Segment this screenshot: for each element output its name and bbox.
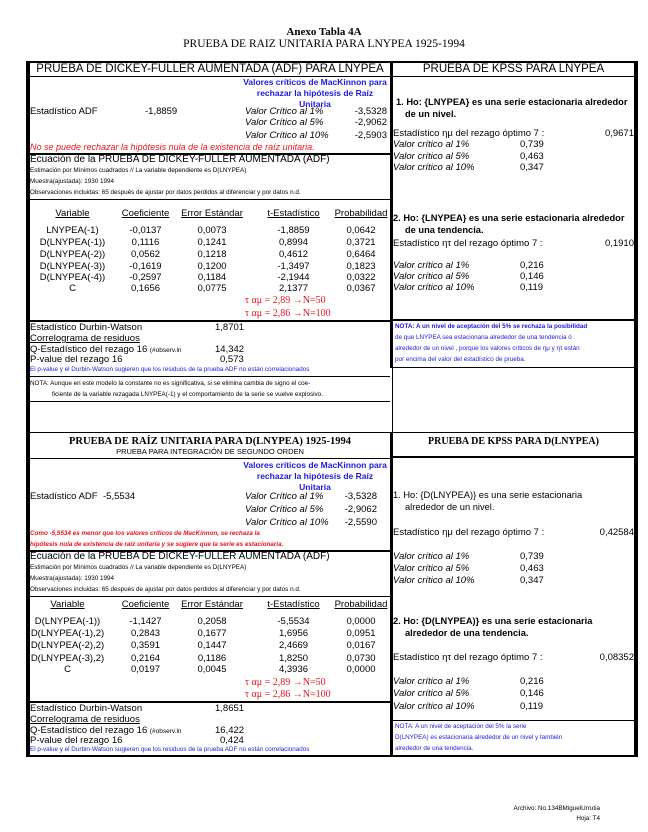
cell: 0,1656 [130,283,161,294]
kpss1-h2-stat-label: Estadístico ητ del rezago óptimo 7 : [393,238,543,249]
kpss2-h1-line-2: alrededor de un nivel. [405,502,495,512]
cell: -0,2597 [129,272,162,283]
cell: 0,0322 [346,272,376,283]
adf1-col-t: t-Estadístico [267,208,320,219]
cell: 0,2843 [130,628,161,639]
kpss2-h1-stat-label: Estadístico ημ del rezago óptimo 7 : [393,527,545,538]
kpss2-h1-crit-1-label: Valor crítico al 1% [393,551,470,562]
divider [30,432,634,433]
adf2-correlogram: Correlograma de residuos [30,714,140,725]
kpss1-h2-stat-value: 0,1910 [604,238,634,249]
kpss1-header: PRUEBA DE KPSS PARA LNYPEA [422,63,605,75]
adf2-dw-value: 1,8651 [215,703,245,714]
adf1-crit-2-label: Valor Crítico al 5% [245,117,324,128]
cell: 4,3936 [278,664,309,675]
kpss1-h2-line-1: 2. Ho: {LNYPEA} es una serie estacionaria alrededor [393,213,625,223]
cell: 0,1184 [197,272,227,283]
adf1-header: PRUEBA DE DICKEY-FULLER AUMENTADA (ADF) PARA LNYPEA [36,63,384,75]
kpss2-h2-crit-2-value: 0,146 [520,688,544,699]
divider [393,319,634,321]
adf1-residual-note: El p-value y el Durbin-Watson sugieren que los residuos de la prueba ADF no están correlacionados [30,366,310,373]
cell: 0,2058 [197,616,227,627]
q-note: (#observ.ln [149,347,182,354]
footer-archivo: Archivo: No.134BMiguelUrrutia [513,805,600,812]
adf2-stat-value: -5,5534 [103,491,136,502]
mackinnon-line-1: Valores críticos de MacKinnon para [243,460,387,470]
adf1-correlogram: Correlograma de residuos [30,333,140,344]
cell: 2,4669 [278,640,309,651]
kpss1-h2-crit-1-value: 0,216 [520,260,544,271]
kpss1-h1-line-1: 1. Ho: {LNYPEA} es una serie estacionaria alrededor [396,97,628,107]
cell: 0,1116 [131,237,160,248]
footer-hoja: Hoja: T4 [576,815,600,822]
adf2-conclusion-line-2: hipótesis nula de existencia de raíz unitaria y se sugiere que la serie es estacionaria. [30,541,284,548]
adf1-q-value: 14,342 [215,344,245,355]
cell: 0,0000 [346,616,376,627]
kpss2-h2-stat-value: 0,08352 [599,652,634,663]
cell: D(LNYPEA(-1),2) [30,628,105,639]
adf1-col-coef: Coeficiente [121,208,170,219]
cell: 0,1823 [346,261,376,272]
adf1-nota-line-1: NOTA: Aunque en este modelo la constante no es significativa, si se elimina cambia de signo el coe- [30,380,311,387]
kpss1-nota-line-4: por encima del valor del estadístico de prueba. [395,356,526,363]
kpss1-h1-crit-1-label: Valor crítico al 1% [393,139,470,150]
kpss2-h2-crit-3-label: Valor crítico al 10% [393,701,475,712]
q-label: Q-Estadístico del rezago 16 [30,725,148,736]
divider [393,456,634,458]
adf1-tau-n100: τ αμ = 2,86 →N=100 [245,308,331,319]
kpss1-h2-line-2: de una tendencia. [405,225,484,235]
adf1-observations: Observaciones incluidas: 65 después de ajustar por datos perdidos al diferenciar y por datos n.d. [30,189,301,196]
mackinnon-line-3: Unitaria [299,482,331,492]
adf2-estimation: Estimación por Mínimos cuadrados // La variable dependiente es D(LNYPEA) [30,564,247,571]
kpss1-h1-crit-3-value: 0,347 [520,162,544,173]
mackinnon-line-2: rechazar la hipótesis de Raíz [256,471,374,481]
cell: 0,2164 [130,653,161,664]
cell: 0,4612 [278,249,309,260]
adf2-subheader: PRUEBA PARA INTEGRACIÓN DE SEGUNDO ORDEN [116,447,304,456]
kpss1-h1-crit-3-label: Valor crítico al 10% [393,162,475,173]
adf2-col-t: t-Estadístico [267,599,320,610]
kpss1-h2-crit-1-label: Valor crítico al 1% [393,260,470,271]
cell: D(LNYPEA(-1)) [34,616,101,627]
kpss2-header: PRUEBA DE KPSS PARA D(LNYPEA) [428,436,599,447]
divider [392,368,393,432]
kpss2-h1-crit-1-value: 0,739 [520,551,544,562]
kpss2-h2-crit-1-label: Valor crítico al 1% [393,676,470,687]
cell: 0,0073 [197,225,227,236]
q-label: Q-Estadístico del rezago 16 [30,344,148,355]
adf1-stat-label: Estadístico ADF [30,106,98,117]
cell: -5,5534 [277,616,310,627]
cell: 0,1677 [197,628,227,639]
adf2-tau-n100: τ αμ = 2,86 →N=100 [245,689,331,700]
adf2-dw-label: Estadístico Durbin-Watson [30,703,143,714]
adf2-crit-3-value: -2,5590 [344,517,377,528]
adf1-dw-label: Estadístico Durbin-Watson [30,322,143,333]
adf1-conclusion: No se puede rechazar la hipótesis nula de la existencia de raíz unitaria. [30,142,315,152]
kpss1-h1-crit-2-label: Valor crítico al 5% [393,151,470,162]
adf1-stat-value: -1,8859 [145,106,178,117]
adf1-dw-value: 1,8701 [215,322,245,333]
cell: D(LNYPEA(-2),2) [30,640,105,651]
spacer [30,402,634,432]
adf1-nota-line-2: ficiente de la variable rezagada LNYPEA(-1) y el comportamiento de la serie se vuelve explosivo. [52,391,323,398]
cell: -2,1944 [277,272,310,283]
document-subtitle: PRUEBA DE RAIZ UNITARIA PARA LNYPEA 1925-1994 [183,38,465,50]
kpss2-h2-stat-label: Estadístico ητ del rezago óptimo 7 : [393,652,543,663]
cell: 0,0367 [346,283,376,294]
cell: 0,0951 [346,628,376,639]
cell: 0,6464 [346,249,376,260]
cell: 0,1218 [197,249,227,260]
divider [30,596,390,597]
kpss2-h1-crit-3-label: Valor crítico al 10% [393,575,475,586]
kpss2-h2-crit-1-value: 0,216 [520,676,544,687]
kpss1-nota-line-2: de que LNYPEA sea estacionaria alrededor de una tendencia ó [395,334,572,341]
document-title: Anexo Tabla 4A [286,26,362,38]
cell: 1,6956 [278,628,309,639]
adf2-col-variable: Variable [50,599,85,610]
kpss2-h1-crit-3-value: 0,347 [520,575,544,586]
adf2-crit-1-label: Valor Crítico al 1% [245,491,324,502]
divider [30,199,390,200]
divider [393,720,634,721]
cell: -1,1427 [129,616,162,627]
divider [30,376,390,377]
cell: -0,1619 [129,261,162,272]
kpss2-h2-line-2: alrededor de una tendencia. [405,628,529,638]
divider [30,458,390,459]
kpss1-h1-crit-2-value: 0,463 [520,151,544,162]
cell: 0,1200 [197,261,227,272]
mackinnon-line-3: Unitaria [299,99,331,109]
kpss2-h2-crit-3-value: 0,119 [520,701,544,712]
cell: 0,8994 [278,237,309,248]
kpss2-nota-line-2: D(LNYPEA) es estacionaria alrededor de un nivel y también [395,734,563,741]
cell: 0,0167 [346,640,376,651]
cell: D(LNYPEA(-1)) [39,237,106,248]
adf2-crit-1-value: -3,5328 [344,491,377,502]
cell: -0,0137 [129,225,162,236]
kpss1-h2-crit-3-value: 0,119 [520,282,544,293]
cell: 0,0642 [346,225,376,236]
adf2-q-value: 16,422 [215,725,245,736]
adf2-header: PRUEBA DE RAÍZ UNITARIA PARA D(LNYPEA) 1925-1994 [69,436,351,447]
adf1-sample: Muestra(ajustada): 1930 1994 [30,178,115,185]
kpss1-h1-stat-value: 0,9671 [604,128,634,139]
adf1-p-value: 0,573 [220,354,244,365]
adf1-equation-title: Ecuación de la PRUEBA DE DICKEY-FULLER AUMENTADA (ADF) [30,154,330,165]
adf2-col-se: Error Estándar [181,599,243,610]
cell: C [69,283,76,294]
cell: -1,3497 [277,261,310,272]
kpss2-nota-line-1: NOTA: A un nivel de aceptación del 5% la serie [395,723,527,730]
adf1-p-label: P-value del rezago 16 [30,354,123,365]
cell: D(LNYPEA(-3)) [39,261,106,272]
adf2-equation-title: Ecuación de la PRUEBA DE DICKEY-FULLER AUMENTADA (ADF) [30,551,330,562]
cell: D(LNYPEA(-3),2) [30,653,105,664]
adf1-crit-1-value: -3,5328 [354,106,387,117]
adf1-col-variable: Variable [55,208,90,219]
kpss1-h2-crit-2-value: 0,146 [520,271,544,282]
kpss1-h1-stat-label: Estadístico ημ del rezago óptimo 7 : [393,128,545,139]
kpss1-h1-crit-1-value: 0,739 [520,139,544,150]
kpss2-nota-line-3: alrededor de una tendencia. [395,745,474,752]
adf1-crit-2-value: -2,9062 [354,117,387,128]
kpss2-h2-line-1: 2. Ho: {D(LNYPEA)} es una serie estacionaria [393,616,593,626]
adf2-col-coef: Coeficiente [121,599,170,610]
cell: 0,0197 [130,664,161,675]
cell: -1,8859 [277,225,310,236]
kpss2-h1-stat-value: 0,42584 [599,527,634,538]
divider [393,76,634,77]
cell: 1,8250 [278,653,309,664]
cell: 0,3721 [346,237,376,248]
adf2-crit-2-value: -2,9062 [344,504,377,515]
adf2-mackinnon-heading [240,460,390,493]
kpss2-h1-crit-2-value: 0,463 [520,563,544,574]
kpss1-h2-crit-2-label: Valor crítico al 5% [393,271,470,282]
adf1-crit-1-label: Valor Crítico al 1% [245,106,324,117]
adf1-crit-3-value: -2,5903 [354,130,387,141]
cell: D(LNYPEA(-2)) [39,249,106,260]
cell: 0,0730 [346,653,376,664]
kpss1-h2-crit-3-label: Valor crítico al 10% [393,282,475,293]
cell: 0,1241 [197,237,227,248]
cell: 0,0045 [197,664,227,675]
adf2-tau-n50: τ αμ = 2,89 →N=50 [245,677,326,688]
adf1-crit-3-label: Valor Crítico al 10% [245,130,329,141]
adf2-crit-2-label: Valor Crítico al 5% [245,504,324,515]
adf2-conclusion-line-1: Como -5,5534 es menor que los valores críticos de MacKinnon, se rechaza la [30,530,260,537]
cell: 0,1186 [197,653,227,664]
cell: 0,1447 [197,640,227,651]
adf1-tau-n50: τ αμ = 2,89 →N=50 [245,295,326,306]
divider [393,367,634,368]
cell: C [64,664,71,675]
adf2-crit-3-label: Valor Crítico al 10% [245,517,329,528]
adf1-col-prob: Probabilidad [334,208,388,219]
cell: 0,0775 [197,283,227,294]
kpss1-h1-line-2: de un nivel. [405,109,457,119]
q-note: (#observ.ln [149,728,182,735]
kpss1-nota-line-3: alrededor de un nivel , porque los valores críticos de ημ y ητ están [395,345,580,352]
kpss2-h1-line-1: 1. Ho: {D(LNYPEA)} es una serie estacionaria [393,490,583,500]
adf1-col-se: Error Estándar [181,208,243,219]
adf2-p-label: P-value del rezago 16 [30,735,123,746]
cell: LNYPEA(-1) [46,225,99,236]
adf2-p-value: 0,424 [220,735,244,746]
cell: 0,0000 [346,664,376,675]
adf1-estimation: Estimación por Mínimos cuadrados // La variable dependiente es D(LNYPEA) [30,167,247,174]
mackinnon-line-1: Valores críticos de MacKinnon para [243,77,387,87]
adf2-observations: Observaciones incluidas: 65 después de ajustar por datos perdidos al diferenciar y por datos n.d. [30,586,301,593]
cell: D(LNYPEA(-4)) [39,272,106,283]
mackinnon-line-2: rechazar la hipótesis de Raíz [256,88,374,98]
cell: 0,3591 [130,640,161,651]
cell: 2,1377 [278,283,309,294]
kpss1-nota-line-1: NOTA: A un nivel de aceptación del 5% se rechaza la posibilidad [395,323,588,330]
adf2-residual-note: El p-value y el Durbin-Watson sugieren que los residuos de la prueba ADF no están correlacionados [30,746,310,753]
kpss2-h1-crit-2-label: Valor crítico al 5% [393,563,470,574]
cell: 0,0562 [130,249,161,260]
adf2-stat-label: Estadístico ADF [30,491,98,502]
adf2-col-prob: Probabilidad [334,599,388,610]
kpss2-h2-crit-2-label: Valor crítico al 5% [393,688,470,699]
adf2-sample: Muestra(ajustada): 1930 1994 [30,575,115,582]
